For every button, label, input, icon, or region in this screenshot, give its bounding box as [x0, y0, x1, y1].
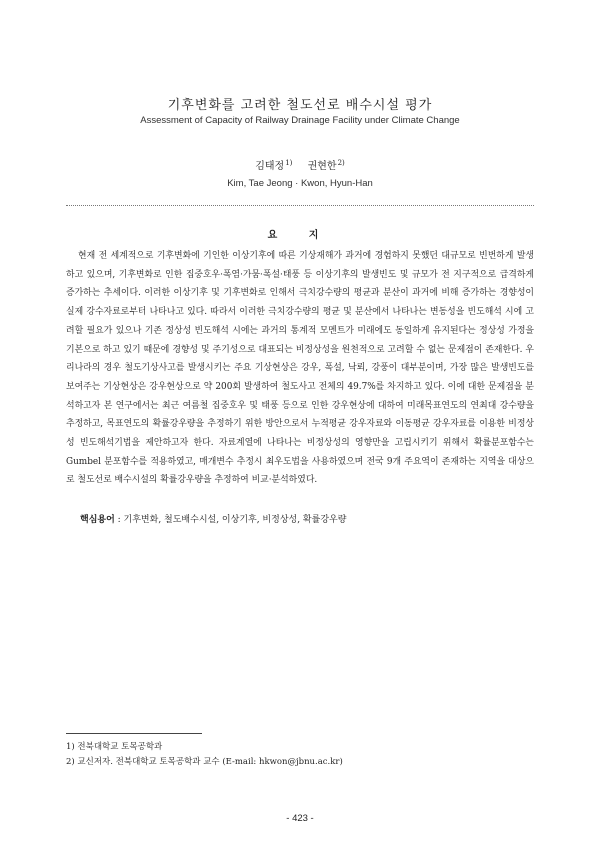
authors-korean	[0, 157, 600, 172]
author-2	[308, 161, 345, 172]
abstract-body: 현재 전 세계적으로 기후변화에 기인한 이상기후에 따른 기상재해가 과거에 경험하지 못했던 대규모로 빈번하게 발생하고 있으며, 기후변화로 인한 집중호우·폭염·가뭄·폭설·태풍 등 이상기후의 발생빈도 및 규모가 전 지구적으로 급격하게 증가하는 추세이다. 이러한 이상기후 및 기후변화로 인해서 극치강수량의 평균과 분산이 과거에 비해 증가하는 경향성이 실제 강수자료로부터 나타나고 있다. 따라서 이러한 극치강수량의 평균 및 분산에서 나타나는 변동성을 빈도해석 시에 고려할 필요가 있으나 기존 정상성 빈도해석 시에는 과거의 통계적 모멘트가 미래에도 동일하게 유지된다는 정상성 가정을 기본으로 하고 있기 때문에 경향성 및 주기성으로 대표되는 비정상성을 원천적으로 고려할 수 없는 문제점이 존재한다. 우리나라의 경우 철도기상사고를 발생시키는 주요 기상현상은 강우, 폭설, 낙뢰, 강풍이 대부분이며, 가장 많은 발생빈도를 보여주는 기상현상은 강우현상으로 약 200회 발생하여 철도사고 전체의 49.7%를 차지하고 있다. 이에 대한 문제점을 분석하고자 본 연구에서는 최근 여름철 집중호우 및 태풍 등으로 인한 강우현상에 대하여 미래목표연도의 연최대 강수량을 추정하고, 목표연도의 확률강우량을 추정하기 위한 방안으로서 누적평균 강우자료와 이동평균 강우자료를 이용한 비정상성 빈도해석기법을 제안하고자 한다. 자료계열에 나타나는 비정상성의 영향만을 고립시키기 위해서 확률분포함수는 Gumbel 분포함수를 적용하였고, 매개변수 추정시 최우도법을 사용하였으며 전국 9개 주요역이 존재하는 지역을 대상으로 철도선로 배수시설의 확률강우량을 추정하여 비교·분석하였다.	[66, 251, 534, 486]
keywords-label: 핵심용어	[80, 515, 115, 525]
paper-title-korean: 기후변화를 고려한 철도선로 배수시설 평가	[167, 98, 433, 113]
author-1-name: 김태정	[255, 161, 285, 172]
author-2-affiliation-mark: 2)	[337, 159, 345, 167]
paper-title-english: Assessment of Capacity of Railway Drainage Facility under Climate Change	[140, 115, 460, 126]
authors-english: Kim, Tae Jeong · Kwon, Hyun-Han	[227, 178, 373, 189]
footnote-1: 1) 전북대학교 토목공학과	[66, 742, 163, 752]
keywords	[80, 512, 534, 525]
dotted-divider	[66, 205, 534, 206]
author-1	[255, 161, 292, 172]
keywords-text: : 기후변화, 철도배수시설, 이상기후, 비정상성, 확률강우량	[117, 515, 347, 525]
author-1-affiliation-mark: 1)	[285, 159, 293, 167]
author-2-name: 권현한	[307, 161, 337, 172]
footnote-2: 2) 교신저자. 전북대학교 토목공학과 교수 (E-mail: hkwon@jbnu.ac.kr)	[66, 757, 343, 767]
abstract-heading: 요 지	[267, 230, 333, 241]
page-number: - 423 -	[286, 813, 314, 824]
footnote-rule	[66, 733, 202, 734]
